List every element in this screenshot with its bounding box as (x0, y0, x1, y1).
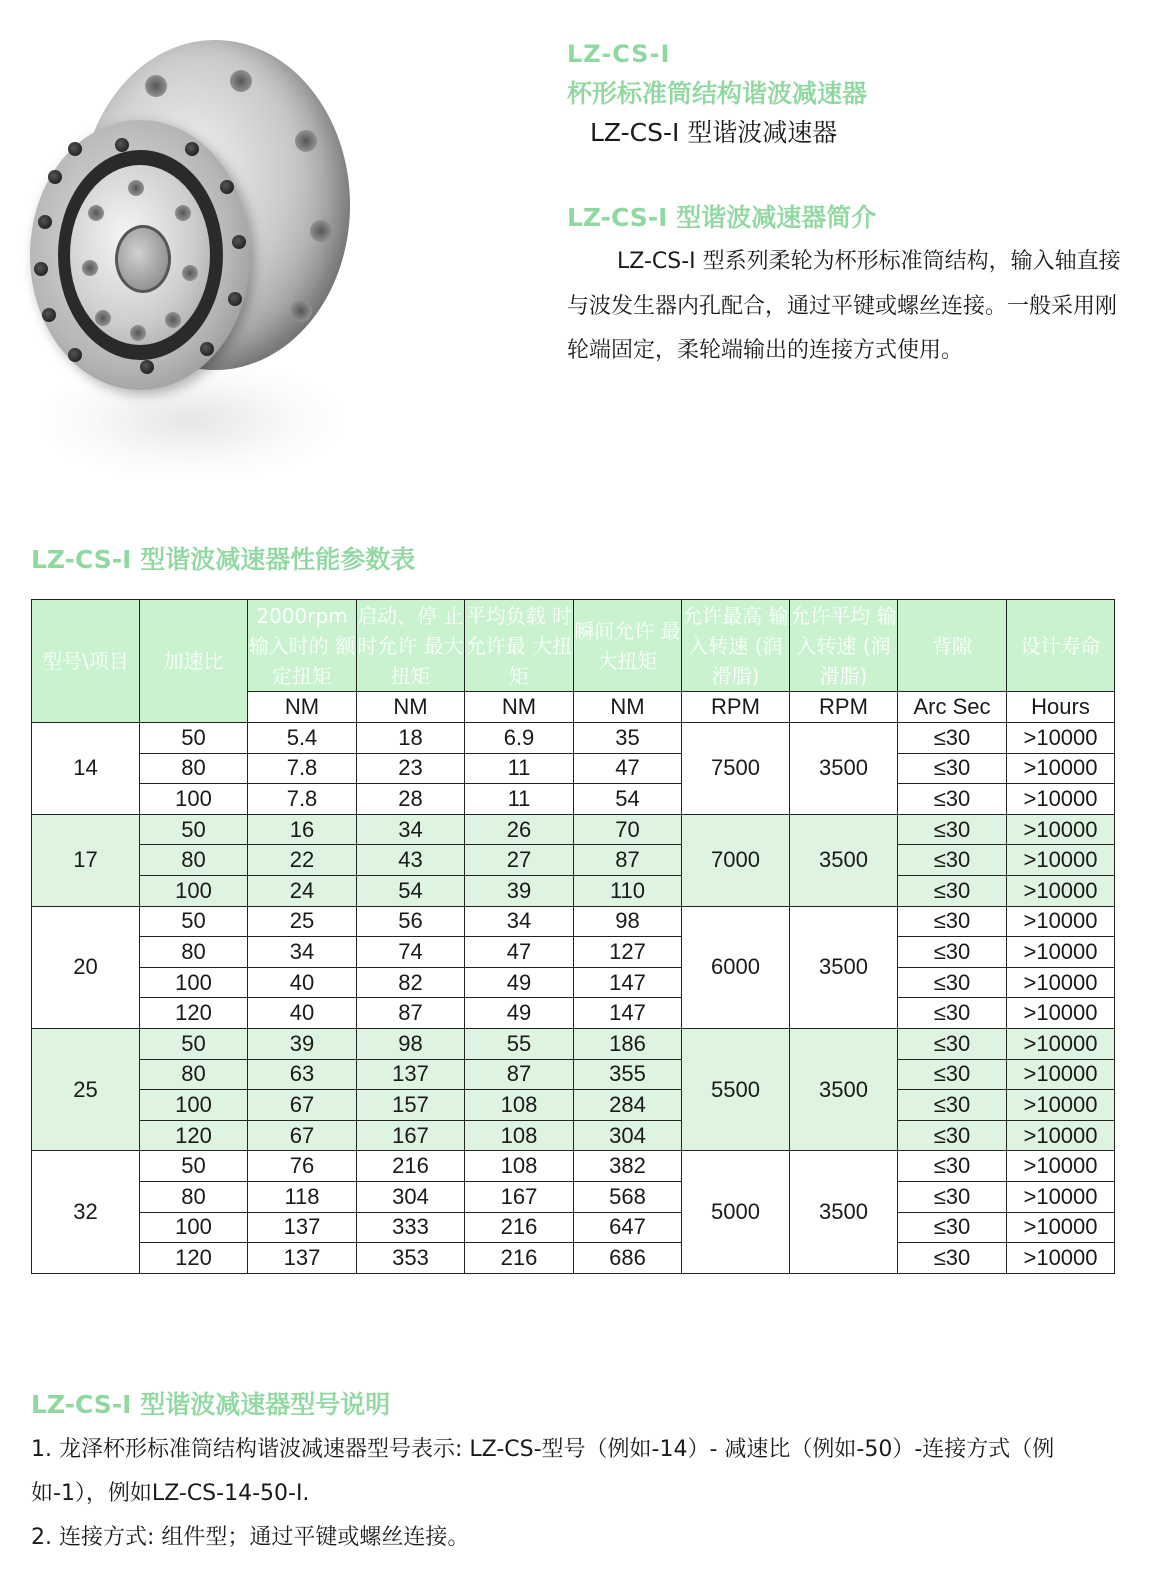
table-row (32, 1120, 1115, 1151)
face-hole (175, 205, 191, 221)
table-row (32, 845, 1115, 876)
flange-hole (310, 220, 332, 242)
ratio-cell: 80 (140, 1181, 248, 1212)
backlash-cell: ≤30 (898, 875, 1007, 906)
avg-load-torque-cell: 87 (465, 1059, 574, 1090)
backlash-cell: ≤30 (898, 753, 1007, 784)
max-speed-cell: 5500 (682, 1028, 790, 1150)
ratio-cell: 50 (140, 1028, 248, 1059)
column-header: 型号\项目 (32, 600, 140, 723)
face-hole (182, 265, 198, 281)
column-header: 启动、停 止时允许 最大扭矩 (357, 600, 465, 692)
backlash-cell: ≤30 (898, 1212, 1007, 1243)
momentary-torque-cell: 47 (574, 753, 682, 784)
life-cell: >10000 (1007, 753, 1115, 784)
flange-hole (295, 130, 317, 152)
momentary-torque-cell: 568 (574, 1181, 682, 1212)
product-title: LZ-CS-I 型谐波减速器 (590, 118, 838, 147)
backlash-cell: ≤30 (898, 1181, 1007, 1212)
ratio-cell: 100 (140, 875, 248, 906)
note-item: 1. 龙泽杯形标准筒结构谐波减速器型号表示: LZ-CS-型号（例如-14）- 减速比（例如-50）-连接方式（例如-1），例如LZ-CS-14-50-I. (31, 1437, 1055, 1506)
start-stop-torque-cell: 54 (357, 875, 465, 906)
notes-heading: LZ-CS-I 型谐波减速器型号说明 (31, 1390, 391, 1419)
avg-speed-cell: 3500 (790, 814, 898, 906)
backlash-cell: ≤30 (898, 1243, 1007, 1274)
column-unit: Arc Sec (898, 692, 1007, 723)
avg-speed-cell: 3500 (790, 906, 898, 1028)
life-cell: >10000 (1007, 1090, 1115, 1121)
rated-torque-cell: 76 (248, 1151, 357, 1182)
backlash-cell: ≤30 (898, 1120, 1007, 1151)
avg-load-torque-cell: 216 (465, 1243, 574, 1274)
table-row (32, 998, 1115, 1029)
start-stop-torque-cell: 87 (357, 998, 465, 1029)
column-unit: NM (248, 692, 357, 723)
flange-hole (145, 75, 167, 97)
start-stop-torque-cell: 28 (357, 784, 465, 815)
column-unit: NM (465, 692, 574, 723)
column-unit: NM (357, 692, 465, 723)
backlash-cell: ≤30 (898, 1151, 1007, 1182)
column-header: 瞬间允许 最大扭矩 (574, 600, 682, 692)
table-row (32, 875, 1115, 906)
structure-title: 杯形标准筒结构谐波减速器 (567, 79, 868, 108)
start-stop-torque-cell: 56 (357, 906, 465, 937)
start-stop-torque-cell: 137 (357, 1059, 465, 1090)
ratio-cell: 80 (140, 753, 248, 784)
avg-speed-cell: 3500 (790, 1028, 898, 1150)
column-header: 背隙 (898, 600, 1007, 692)
table-row (32, 1090, 1115, 1121)
bolt-icon (42, 308, 56, 322)
performance-table (31, 599, 1115, 1274)
start-stop-torque-cell: 34 (357, 814, 465, 845)
momentary-torque-cell: 87 (574, 845, 682, 876)
avg-load-torque-cell: 11 (465, 784, 574, 815)
backlash-cell: ≤30 (898, 1059, 1007, 1090)
face-hole (88, 205, 104, 221)
bolt-icon (140, 360, 154, 374)
flange-hole (290, 300, 312, 322)
life-cell: >10000 (1007, 723, 1115, 754)
table-row (32, 1059, 1115, 1090)
table-row (32, 937, 1115, 968)
backlash-cell: ≤30 (898, 723, 1007, 754)
life-cell: >10000 (1007, 1059, 1115, 1090)
start-stop-torque-cell: 157 (357, 1090, 465, 1121)
rated-torque-cell: 24 (248, 875, 357, 906)
column-header: 加速比 (140, 600, 248, 723)
column-unit: RPM (790, 692, 898, 723)
table-heading: LZ-CS-I 型谐波减速器性能参数表 (31, 545, 416, 574)
avg-load-torque-cell: 27 (465, 845, 574, 876)
rated-torque-cell: 67 (248, 1090, 357, 1121)
face-hole (95, 310, 111, 326)
product-hub (115, 225, 171, 293)
rated-torque-cell: 40 (248, 998, 357, 1029)
momentary-torque-cell: 110 (574, 875, 682, 906)
life-cell: >10000 (1007, 937, 1115, 968)
start-stop-torque-cell: 43 (357, 845, 465, 876)
max-speed-cell: 6000 (682, 906, 790, 1028)
momentary-torque-cell: 70 (574, 814, 682, 845)
life-cell: >10000 (1007, 998, 1115, 1029)
column-unit: NM (574, 692, 682, 723)
start-stop-torque-cell: 74 (357, 937, 465, 968)
model-title: LZ-CS-I (567, 40, 671, 68)
life-cell: >10000 (1007, 967, 1115, 998)
column-header: 设计寿命 (1007, 600, 1115, 692)
rated-torque-cell: 39 (248, 1028, 357, 1059)
column-header: 允许最高 输入转速 (润滑脂) (682, 600, 790, 692)
bolt-icon (68, 348, 82, 362)
ratio-cell: 100 (140, 967, 248, 998)
avg-load-torque-cell: 108 (465, 1151, 574, 1182)
momentary-torque-cell: 686 (574, 1243, 682, 1274)
rated-torque-cell: 40 (248, 967, 357, 998)
column-header: 允许平均 输入转速 (润滑脂) (790, 600, 898, 692)
column-unit: RPM (682, 692, 790, 723)
momentary-torque-cell: 382 (574, 1151, 682, 1182)
avg-speed-cell: 3500 (790, 1151, 898, 1273)
table-row (32, 1028, 1115, 1059)
avg-load-torque-cell: 47 (465, 937, 574, 968)
start-stop-torque-cell: 304 (357, 1181, 465, 1212)
notes-list (31, 1428, 1121, 1560)
start-stop-torque-cell: 167 (357, 1120, 465, 1151)
model-cell: 20 (32, 906, 140, 1028)
avg-load-torque-cell: 108 (465, 1120, 574, 1151)
avg-load-torque-cell: 26 (465, 814, 574, 845)
column-header: 2000rpm 输入时的 额定扭矩 (248, 600, 357, 692)
model-cell: 14 (32, 723, 140, 815)
rated-torque-cell: 137 (248, 1243, 357, 1274)
table-row (32, 967, 1115, 998)
model-cell: 25 (32, 1028, 140, 1150)
bolt-icon (220, 180, 234, 194)
backlash-cell: ≤30 (898, 967, 1007, 998)
momentary-torque-cell: 98 (574, 906, 682, 937)
table-header-row (32, 600, 1115, 692)
rated-torque-cell: 7.8 (248, 784, 357, 815)
start-stop-torque-cell: 98 (357, 1028, 465, 1059)
max-speed-cell: 5000 (682, 1151, 790, 1273)
bolt-icon (34, 262, 48, 276)
avg-load-torque-cell: 11 (465, 753, 574, 784)
avg-load-torque-cell: 216 (465, 1212, 574, 1243)
ratio-cell: 80 (140, 1059, 248, 1090)
avg-load-torque-cell: 167 (465, 1181, 574, 1212)
start-stop-torque-cell: 82 (357, 967, 465, 998)
life-cell: >10000 (1007, 1181, 1115, 1212)
bolt-icon (232, 235, 246, 249)
start-stop-torque-cell: 18 (357, 723, 465, 754)
avg-load-torque-cell: 49 (465, 998, 574, 1029)
intro-paragraph: LZ-CS-I 型系列柔轮为杯形标准筒结构，输入轴直接与波发生器内孔配合，通过平键或螺丝连接。一般采用刚轮端固定，柔轮端输出的连接方式使用。 (567, 249, 1121, 363)
bolt-icon (185, 142, 199, 156)
ratio-cell: 50 (140, 1151, 248, 1182)
rated-torque-cell: 63 (248, 1059, 357, 1090)
life-cell: >10000 (1007, 1028, 1115, 1059)
avg-load-torque-cell: 39 (465, 875, 574, 906)
momentary-torque-cell: 35 (574, 723, 682, 754)
ratio-cell: 100 (140, 1212, 248, 1243)
product-reflection (40, 360, 340, 480)
rated-torque-cell: 34 (248, 937, 357, 968)
table-row (32, 1151, 1115, 1182)
model-cell: 17 (32, 814, 140, 906)
avg-load-torque-cell: 6.9 (465, 723, 574, 754)
table-row (32, 814, 1115, 845)
life-cell: >10000 (1007, 875, 1115, 906)
table-row (32, 1181, 1115, 1212)
bolt-icon (200, 342, 214, 356)
ratio-cell: 120 (140, 998, 248, 1029)
backlash-cell: ≤30 (898, 906, 1007, 937)
table-row (32, 753, 1115, 784)
backlash-cell: ≤30 (898, 814, 1007, 845)
life-cell: >10000 (1007, 1120, 1115, 1151)
rated-torque-cell: 7.8 (248, 753, 357, 784)
column-unit: Hours (1007, 692, 1115, 723)
momentary-torque-cell: 186 (574, 1028, 682, 1059)
product-photo (10, 30, 355, 470)
backlash-cell: ≤30 (898, 998, 1007, 1029)
life-cell: >10000 (1007, 784, 1115, 815)
table-row (32, 906, 1115, 937)
avg-load-torque-cell: 108 (465, 1090, 574, 1121)
avg-speed-cell: 3500 (790, 723, 898, 815)
model-cell: 32 (32, 1151, 140, 1273)
ratio-cell: 100 (140, 1090, 248, 1121)
momentary-torque-cell: 54 (574, 784, 682, 815)
face-hole (130, 325, 146, 341)
backlash-cell: ≤30 (898, 845, 1007, 876)
life-cell: >10000 (1007, 1212, 1115, 1243)
life-cell: >10000 (1007, 906, 1115, 937)
life-cell: >10000 (1007, 1151, 1115, 1182)
bolt-icon (228, 292, 242, 306)
bolt-icon (48, 170, 62, 184)
ratio-cell: 50 (140, 814, 248, 845)
ratio-cell: 50 (140, 723, 248, 754)
face-hole (165, 312, 181, 328)
table-row (32, 1212, 1115, 1243)
avg-load-torque-cell: 55 (465, 1028, 574, 1059)
table-row (32, 784, 1115, 815)
avg-load-torque-cell: 49 (465, 967, 574, 998)
ratio-cell: 120 (140, 1120, 248, 1151)
rated-torque-cell: 5.4 (248, 723, 357, 754)
rated-torque-cell: 118 (248, 1181, 357, 1212)
start-stop-torque-cell: 23 (357, 753, 465, 784)
intro-heading: LZ-CS-I 型谐波减速器简介 (567, 203, 877, 232)
bolt-icon (115, 138, 129, 152)
ratio-cell: 50 (140, 906, 248, 937)
life-cell: >10000 (1007, 1243, 1115, 1274)
start-stop-torque-cell: 216 (357, 1151, 465, 1182)
life-cell: >10000 (1007, 845, 1115, 876)
flange-hole (230, 70, 252, 92)
rated-torque-cell: 22 (248, 845, 357, 876)
rated-torque-cell: 16 (248, 814, 357, 845)
momentary-torque-cell: 127 (574, 937, 682, 968)
column-header: 平均负载 时允许最 大扭矩 (465, 600, 574, 692)
face-hole (128, 180, 144, 196)
ratio-cell: 80 (140, 937, 248, 968)
rated-torque-cell: 25 (248, 906, 357, 937)
momentary-torque-cell: 147 (574, 967, 682, 998)
ratio-cell: 100 (140, 784, 248, 815)
momentary-torque-cell: 304 (574, 1120, 682, 1151)
bolt-icon (38, 215, 52, 229)
backlash-cell: ≤30 (898, 1090, 1007, 1121)
backlash-cell: ≤30 (898, 937, 1007, 968)
rated-torque-cell: 137 (248, 1212, 357, 1243)
momentary-torque-cell: 147 (574, 998, 682, 1029)
life-cell: >10000 (1007, 814, 1115, 845)
momentary-torque-cell: 284 (574, 1090, 682, 1121)
max-speed-cell: 7000 (682, 814, 790, 906)
avg-load-torque-cell: 34 (465, 906, 574, 937)
momentary-torque-cell: 647 (574, 1212, 682, 1243)
ratio-cell: 80 (140, 845, 248, 876)
max-speed-cell: 7500 (682, 723, 790, 815)
backlash-cell: ≤30 (898, 784, 1007, 815)
table-row (32, 723, 1115, 754)
table-row (32, 1243, 1115, 1274)
note-item: 2. 连接方式: 组件型；通过平键或螺丝连接。 (31, 1525, 470, 1550)
momentary-torque-cell: 355 (574, 1059, 682, 1090)
backlash-cell: ≤30 (898, 1028, 1007, 1059)
bolt-icon (68, 142, 82, 156)
rated-torque-cell: 67 (248, 1120, 357, 1151)
face-hole (82, 260, 98, 276)
start-stop-torque-cell: 333 (357, 1212, 465, 1243)
start-stop-torque-cell: 353 (357, 1243, 465, 1274)
ratio-cell: 120 (140, 1243, 248, 1274)
